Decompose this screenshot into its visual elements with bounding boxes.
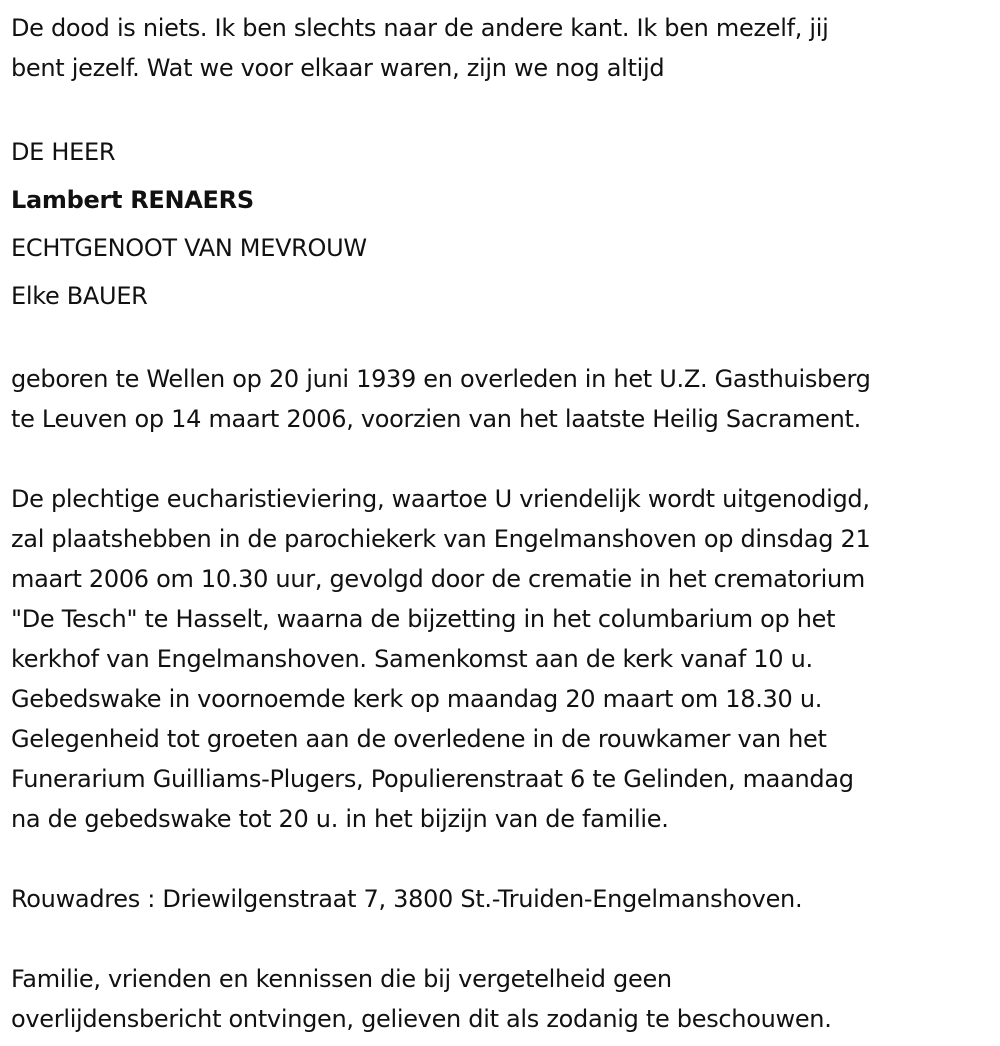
spouse-name: Elke BAUER — [11, 282, 148, 310]
ceremony-line: Gebedswake in voornoemde kerk op maandag 20 maart om 18.30 u. — [11, 685, 823, 713]
spacer — [11, 88, 1000, 128]
mourning-address: Rouwadres : Driewilgenstraat 7, 3800 St.-Truiden-Engelmanshoven. — [11, 885, 803, 913]
ceremony-line: kerkhof van Engelmanshoven. Samenkomst aan de kerk vanaf 10 u. — [11, 645, 813, 673]
closing-line: Familie, vrienden en kennissen die bij vergetelheid geen — [11, 965, 672, 993]
spacer — [11, 839, 1000, 879]
birth-death-line: geboren te Wellen op 20 juni 1939 en overleden in het U.Z. Gasthuisberg — [11, 365, 871, 393]
spacer — [11, 439, 1000, 479]
ceremony-paragraph — [11, 479, 1000, 839]
ceremony-line: Funerarium Guilliams-Plugers, Populierenstraat 6 te Gelinden, maandag — [11, 765, 854, 793]
relation-label: ECHTGENOOT VAN MEVROUW — [11, 234, 367, 262]
quote-paragraph — [11, 8, 1000, 88]
address-paragraph — [11, 879, 1000, 919]
closing-paragraph — [11, 959, 1000, 1039]
ceremony-line: maart 2006 om 10.30 uur, gevolgd door de crematie in het crematorium — [11, 565, 865, 593]
deceased-block — [11, 128, 1000, 320]
spacer — [11, 320, 1000, 359]
quote-line: De dood is niets. Ik ben slechts naar de andere kant. Ik ben mezelf, jij — [11, 14, 829, 42]
ceremony-line: De plechtige eucharistieviering, waartoe U vriendelijk wordt uitgenodigd, — [11, 485, 870, 513]
ceremony-line: "De Tesch" te Hasselt, waarna de bijzetting in het columbarium op het — [11, 605, 836, 633]
birth-death-paragraph — [11, 359, 1000, 439]
honorific-title: DE HEER — [11, 138, 116, 166]
closing-line: overlijdensbericht ontvingen, gelieven dit als zodanig te beschouwen. — [11, 1005, 832, 1033]
ceremony-line: Gelegenheid tot groeten aan de overledene in de rouwkamer van het — [11, 725, 827, 753]
quote-line: bent jezelf. Wat we voor elkaar waren, zijn we nog altijd — [11, 54, 665, 82]
ceremony-line: na de gebedswake tot 20 u. in het bijzijn van de familie. — [11, 805, 669, 833]
deceased-name: Lambert RENAERS — [11, 186, 254, 214]
spacer — [11, 919, 1000, 959]
ceremony-line: zal plaatshebben in de parochiekerk van Engelmanshoven op dinsdag 21 — [11, 525, 871, 553]
birth-death-line: te Leuven op 14 maart 2006, voorzien van het laatste Heilig Sacrament. — [11, 405, 861, 433]
